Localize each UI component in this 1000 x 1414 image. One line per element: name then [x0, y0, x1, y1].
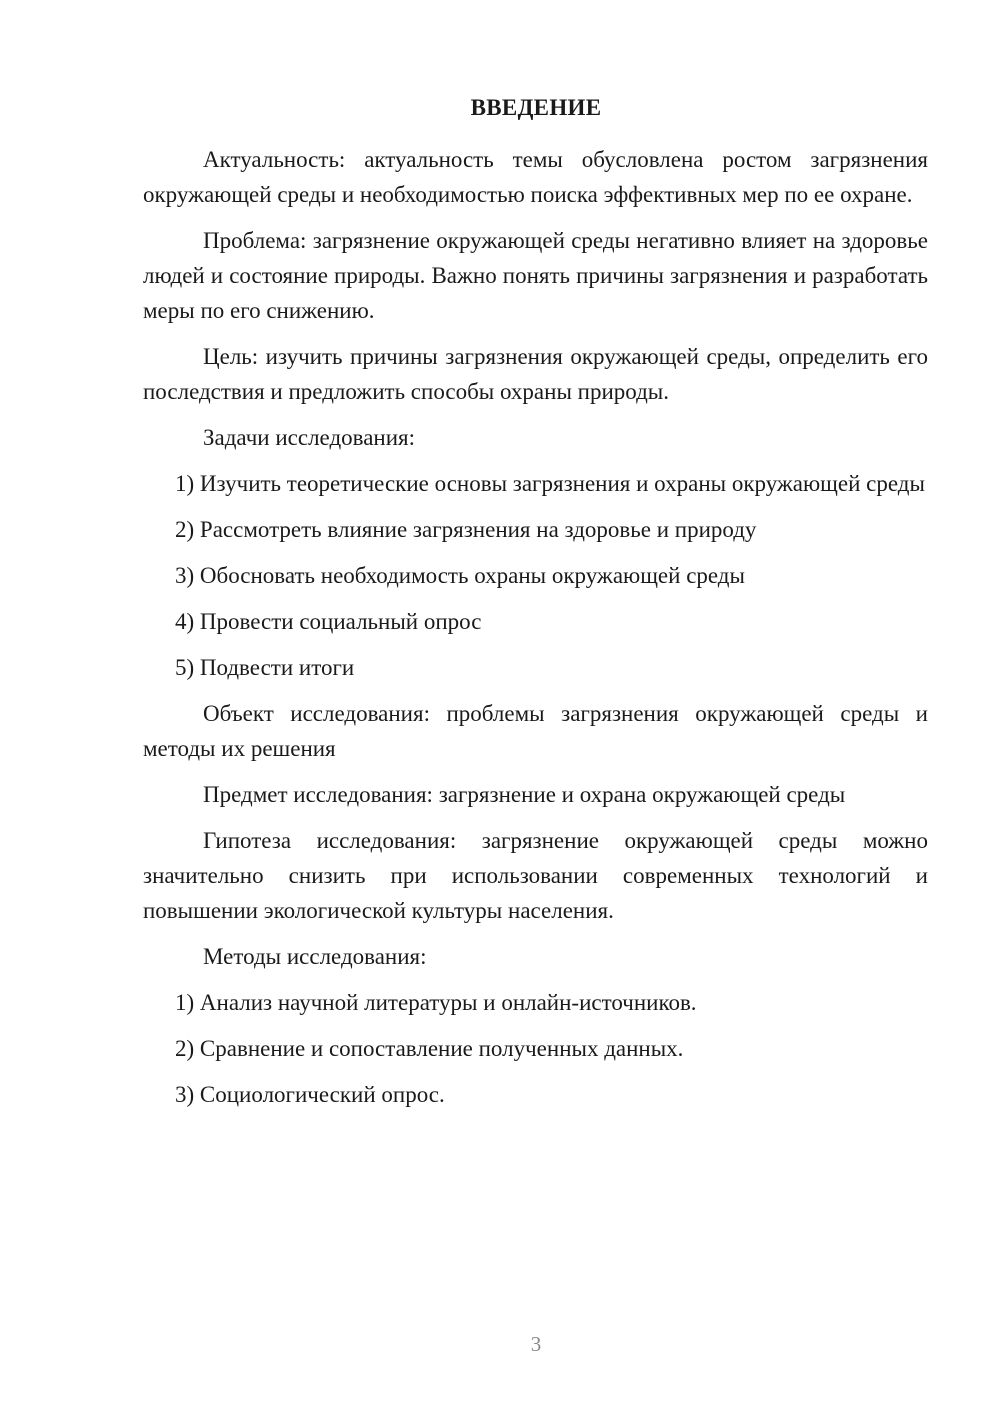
body-text	[143, 142, 928, 1123]
task-item: 2) Рассмотреть влияние загрязнения на здоровье и природу	[175, 517, 757, 542]
section-title: ВВЕДЕНИЕ	[470, 95, 602, 120]
method-item: 2) Сравнение и сопоставление полученных данных.	[175, 1036, 684, 1061]
method-item: 1) Анализ научной литературы и онлайн-источников.	[175, 990, 697, 1015]
paragraph-subject: Предмет исследования: загрязнение и охрана окружающей среды	[203, 782, 846, 807]
task-item: 3) Обосновать необходимость охраны окружающей среды	[175, 563, 745, 588]
tasks-heading: Задачи исследования:	[203, 425, 416, 450]
page-number: 3	[530, 1332, 542, 1356]
task-item: 5) Подвести итоги	[175, 655, 355, 680]
paragraph-goal: Цель: изучить причины загрязнения окружающей среды, определить его последствия и предложить способы охраны природы.	[143, 344, 928, 404]
paragraph-object: Объект исследования: проблемы загрязнения окружающей среды и методы их решения	[143, 701, 928, 761]
methods-heading: Методы исследования:	[203, 944, 427, 969]
paragraph-relevance: Актуальность: актуальность темы обусловлена ростом загрязнения окружающей среды и необходимостью поиска эффективных мер по ее охране.	[143, 147, 928, 207]
task-item: 1) Изучить теоретические основы загрязнения и охраны окружающей среды	[175, 471, 925, 496]
paragraph-problem: Проблема: загрязнение окружающей среды негативно влияет на здоровье людей и состояние природы. Важно понять причины загрязнения и разработать меры по его снижению.	[143, 228, 928, 323]
method-item: 3) Социологический опрос.	[175, 1082, 445, 1107]
task-item: 4) Провести социальный опрос	[175, 609, 482, 634]
paragraph-hypothesis: Гипотеза исследования: загрязнение окружающей среды можно значительно снизить при использовании современных технологий и повышении экологической культуры населения.	[143, 828, 928, 923]
